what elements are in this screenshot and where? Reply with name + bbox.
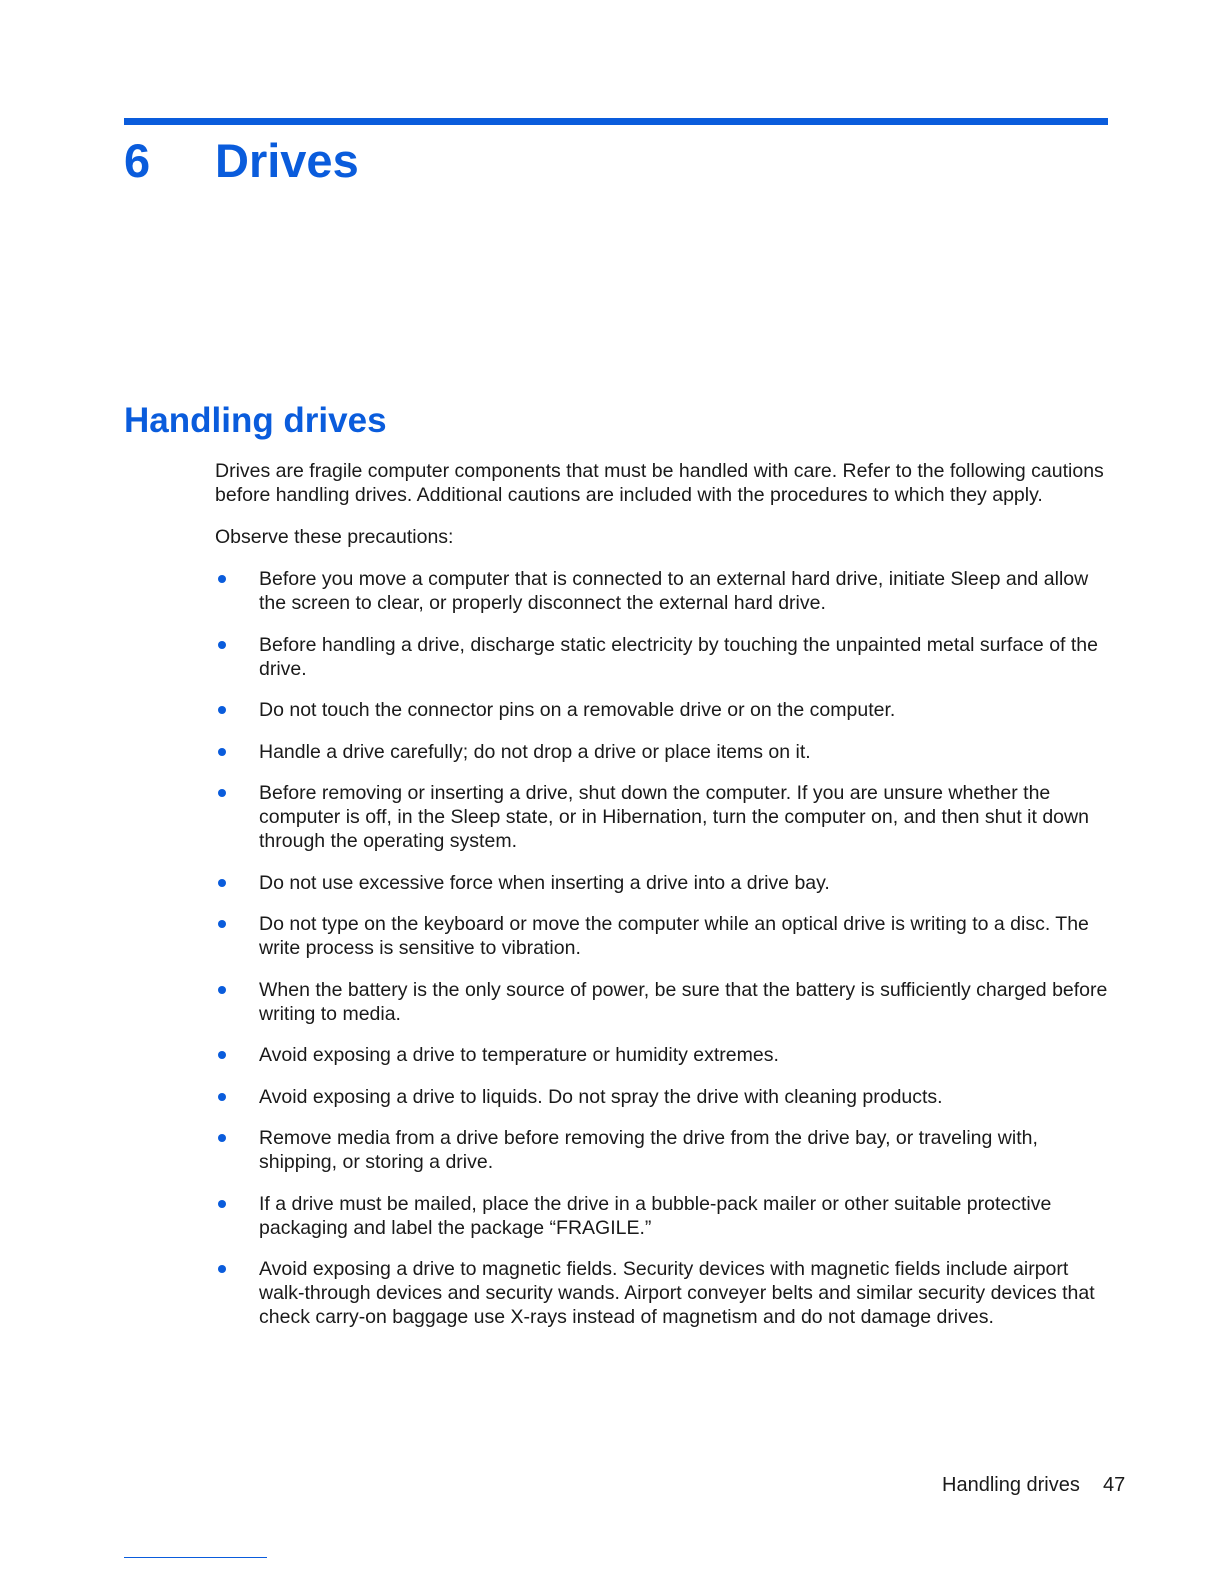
list-item (215, 978, 1110, 1026)
bullet-icon (218, 789, 226, 797)
bullet-icon (218, 879, 226, 887)
list-item (215, 871, 1110, 895)
list-item-text: Do not use excessive force when inserting a drive into a drive bay. (259, 871, 830, 894)
list-item (215, 633, 1110, 681)
bullet-icon (218, 748, 226, 756)
list-item-text: Avoid exposing a drive to temperature or humidity extremes. (259, 1044, 779, 1066)
precautions-lead: Observe these precautions: (215, 526, 454, 548)
list-item (215, 698, 1110, 722)
precautions-list (215, 567, 1110, 1329)
footer-section-title: Handling drives (942, 1474, 1080, 1496)
list-item (215, 740, 1110, 764)
page-number: 47 (1103, 1474, 1126, 1496)
list-item-text: Handle a drive carefully; do not drop a drive or place items on it. (259, 740, 811, 763)
list-item-text: When the battery is the only source of power, be sure that the battery is sufficiently charged before writing to media. (259, 978, 1108, 1025)
chapter-title: Drives (215, 134, 359, 187)
bullet-icon (218, 641, 226, 649)
list-item (215, 1192, 1110, 1240)
bullet-icon (218, 1134, 226, 1142)
list-item (215, 1257, 1110, 1329)
list-item (215, 1085, 1110, 1109)
list-item (215, 567, 1110, 615)
list-item-text: Avoid exposing a drive to liquids. Do not spray the drive with cleaning products. (259, 1085, 943, 1108)
list-item (215, 1126, 1110, 1174)
bullet-icon (218, 986, 226, 994)
bullet-icon (218, 1093, 226, 1101)
chapter-number: 6 (124, 134, 151, 187)
bullet-icon (218, 575, 226, 583)
list-item (215, 912, 1110, 960)
bullet-icon (218, 706, 226, 714)
list-item (215, 781, 1110, 853)
list-item-text: Avoid exposing a drive to magnetic fields. Security devices with magnetic fields include airport walk-through devices and security wands. Airport conveyer belts and similar security devices that check carry-on baggage use X-rays instead of magnetism and do not damage drives. (259, 1258, 1095, 1328)
chapter-rule (124, 118, 1108, 125)
list-item-text: Before removing or inserting a drive, shut down the computer. If you are unsure whether the computer is off, in the Sleep state, or in Hibernation, turn the computer on, and then shut it down through the operating system. (259, 782, 1089, 852)
section-body (215, 459, 1110, 1347)
footer-rule (124, 1557, 267, 1558)
section-title: Handling drives (124, 401, 387, 440)
bullet-icon (218, 920, 226, 928)
list-item-text: Do not touch the connector pins on a removable drive or on the computer. (259, 699, 896, 721)
bullet-icon (218, 1051, 226, 1059)
bullet-icon (218, 1265, 226, 1273)
list-item-text: Before handling a drive, discharge static electricity by touching the unpainted metal surface of the drive. (259, 633, 1098, 680)
list-item-text: Remove media from a drive before removing the drive from the drive bay, or traveling with, shipping, or storing a drive. (259, 1127, 1038, 1173)
list-item-text: Before you move a computer that is connected to an external hard drive, initiate Sleep and allow the screen to clear, or properly disconnect the external hard drive. (259, 568, 1089, 614)
list-item (215, 1043, 1110, 1067)
list-item-text: Do not type on the keyboard or move the computer while an optical drive is writing to a disc. The write process is sensitive to vibration. (259, 913, 1089, 959)
bullet-icon (218, 1200, 226, 1208)
intro-paragraph: Drives are fragile computer components that must be handled with care. Refer to the following cautions before handling drives. Additional cautions are included with the procedures to which they apply. (215, 460, 1104, 506)
list-item-text: If a drive must be mailed, place the drive in a bubble-pack mailer or other suitable protective packaging and label the package “FRAGILE.” (259, 1192, 1052, 1239)
